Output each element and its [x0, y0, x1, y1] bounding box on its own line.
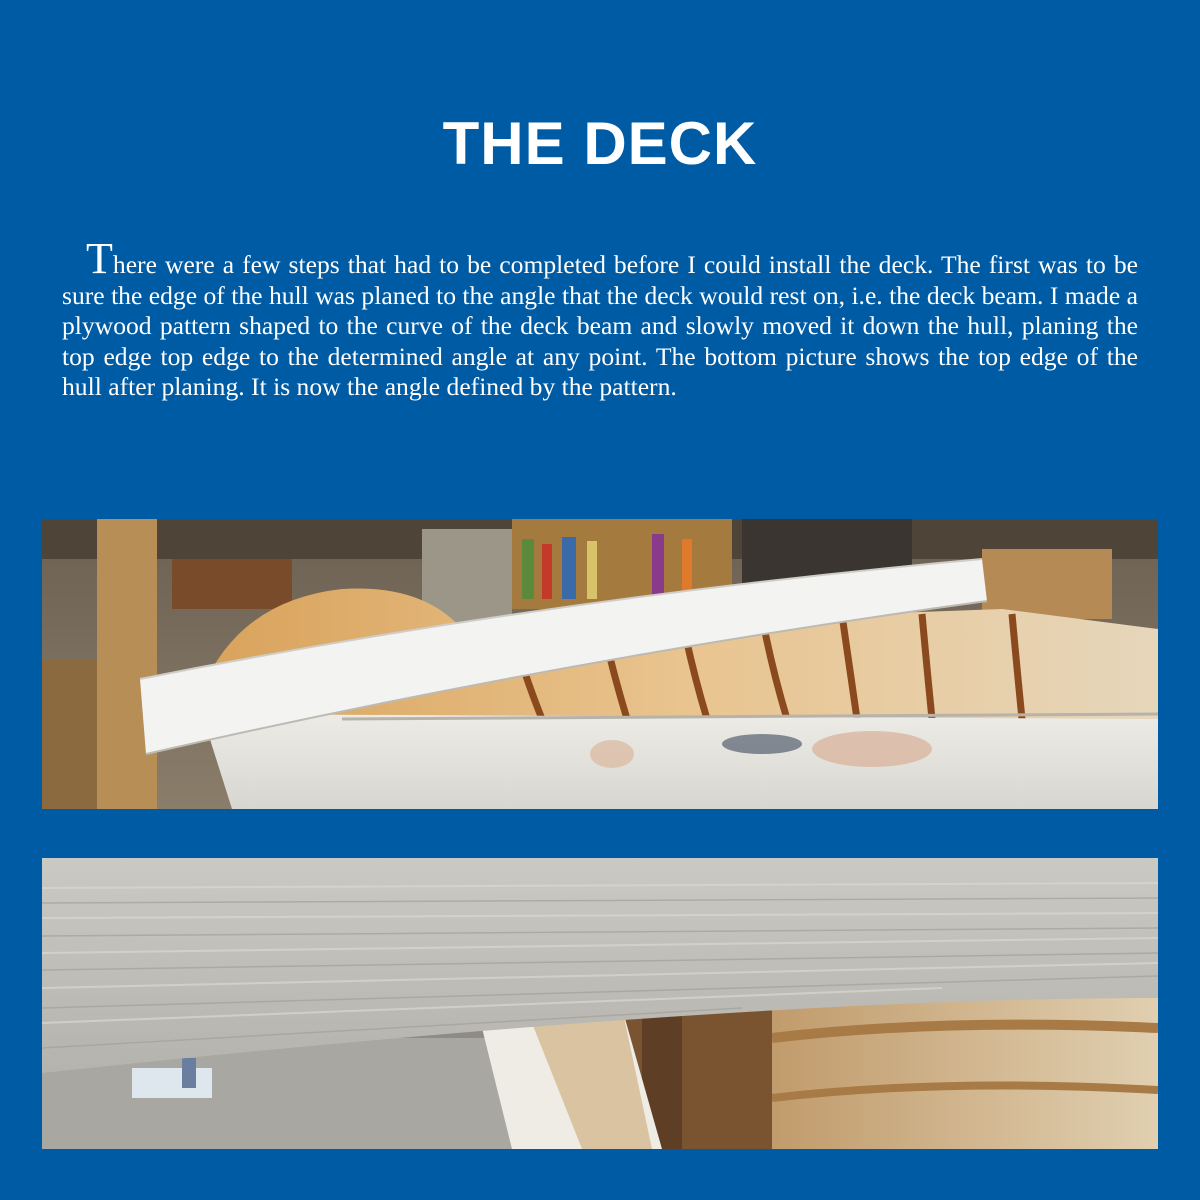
page-title: THE DECK — [442, 110, 758, 177]
body-paragraph — [62, 234, 1138, 403]
planed-edge-closeup-photo — [42, 858, 1158, 1149]
paragraph-text: here were a few steps that had to be completed before I could install the deck. The first was to be sure the edge of the hull was planed to the angle that the deck would rest on, i.e. the deck beam. I made a plywood pattern shaped to the curve of the deck beam and slowly moved it down the hull, planing the top edge top edge to the determined angle at any point. The bottom picture shows the top edge of the hull after planing. It is now the angle defined by the pattern. — [62, 250, 1138, 401]
workshop-hull-photo — [42, 519, 1158, 809]
drop-cap: T — [86, 234, 113, 283]
